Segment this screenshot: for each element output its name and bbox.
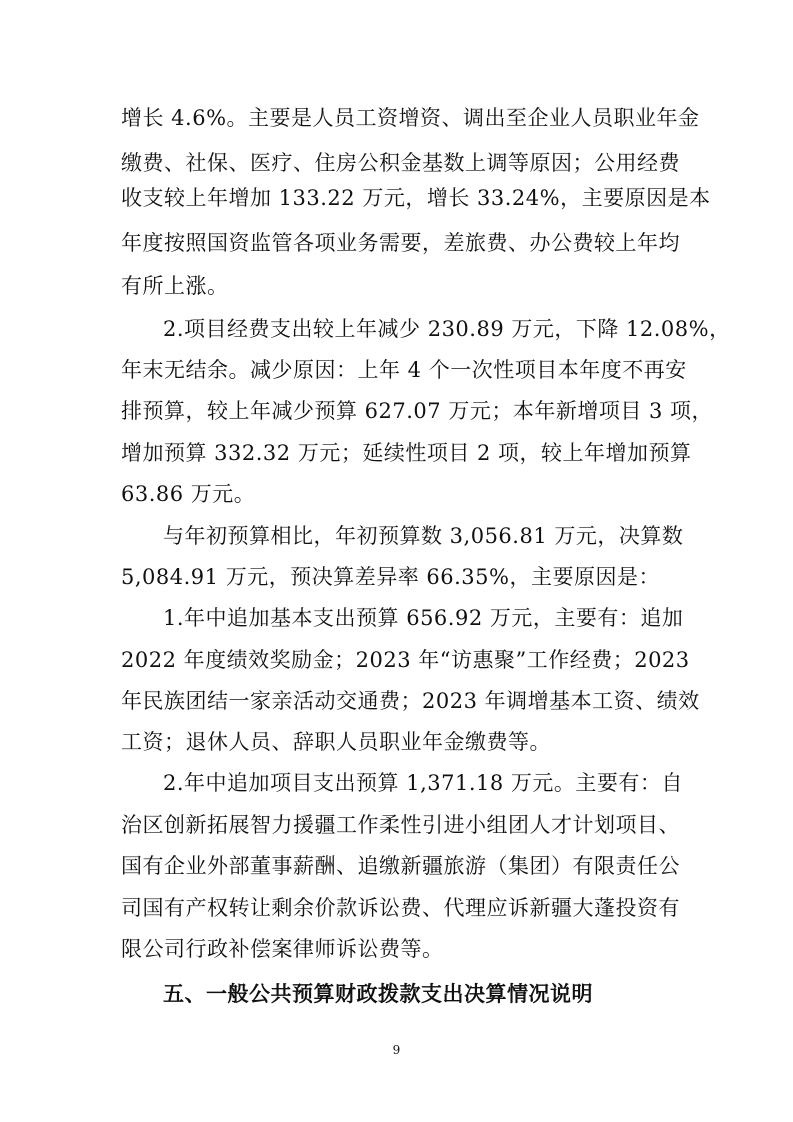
paragraph-1-line-2: 缴费、社保、医疗、住房公积金基数上调等原因；公用经费 — [121, 151, 680, 175]
paragraph-1-line-1: 增长 4.6%。主要是人员工资增资、调出至企业人员职业年金 — [121, 106, 700, 130]
paragraph-3-line-2: 5,084.91 万元，预决算差异率 66.35%，主要原因是： — [121, 565, 660, 589]
paragraph-1-line-5: 有所上涨。 — [121, 274, 229, 298]
paragraph-1-line-4: 年度按照国资监管各项业务需要，差旅费、办公费较上年均 — [121, 231, 680, 255]
paragraph-2-line-3: 排预算，较上年减少预算 627.07 万元；本年新增项目 3 项， — [121, 399, 714, 423]
paragraph-3-line-1: 与年初预算相比，年初预算数 3,056.81 万元，决算数 — [163, 524, 684, 548]
paragraph-5-line-4: 司国有产权转让剩余价款诉讼费、代理应诉新疆大蓬投资有 — [121, 896, 680, 920]
paragraph-2-line-1: 2.项目经费支出较上年减少 230.89 万元，下降 12.08%， — [163, 317, 731, 341]
paragraph-2-line-2: 年末无结余。减少原因：上年 4 个一次性项目本年度不再安 — [121, 358, 687, 382]
paragraph-5-line-2: 治区创新拓展智力援疆工作柔性引进小组团人才计划项目、 — [121, 813, 680, 837]
paragraph-4-line-4: 工资；退休人员、辞职人员职业年金缴费等。 — [121, 730, 551, 754]
page-number: 9 — [392, 1043, 401, 1057]
paragraph-4-line-3: 年民族团结一家亲活动交通费；2023 年调增基本工资、绩效 — [121, 689, 700, 713]
paragraph-4-line-2: 2022 年度绩效奖励金；2023 年“访惠聚”工作经费；2023 — [121, 648, 690, 672]
section-heading: 五、一般公共预算财政拨款支出决算情况说明 — [163, 982, 593, 1006]
paragraph-5-line-3: 国有企业外部董事薪酬、追缴新疆旅游（集团）有限责任公 — [121, 854, 680, 878]
paragraph-5-line-5: 限公司行政补偿案律师诉讼费等。 — [121, 937, 444, 961]
paragraph-4-line-1: 1.年中追加基本支出预算 656.92 万元，主要有：追加 — [163, 606, 684, 630]
paragraph-2-line-5: 63.86 万元。 — [121, 482, 256, 506]
paragraph-1-line-3: 收支较上年增加 133.22 万元，增长 33.24%，主要原因是本 — [121, 186, 711, 210]
paragraph-2-line-4: 增加预算 332.32 万元；延续性项目 2 项，较上年增加预算 — [121, 441, 692, 465]
paragraph-5-line-1: 2.年中追加项目支出预算 1,371.18 万元。主要有：自 — [163, 771, 683, 795]
